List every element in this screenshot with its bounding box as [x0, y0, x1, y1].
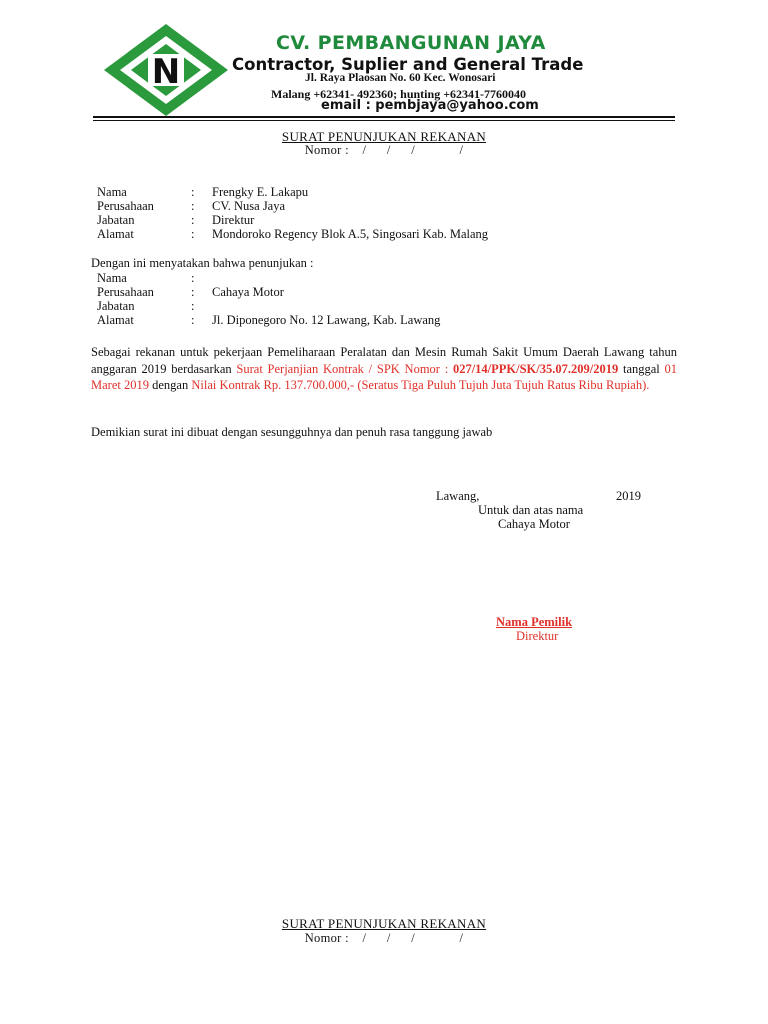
field-label: Perusahaan: [97, 285, 154, 299]
field-label: Jabatan: [97, 213, 135, 227]
field-value: Frengky E. Lakapu: [212, 185, 309, 199]
company-tagline: Contractor, Suplier and General Trade: [232, 55, 584, 74]
field-colon: :: [191, 285, 195, 299]
letter-number: Nomor : / / / /: [304, 143, 464, 157]
field-label: Nama: [97, 271, 127, 285]
field-value: Direktur: [212, 213, 255, 227]
svg-text:N: N: [151, 52, 181, 92]
contract-number: 027/14/PPK/SK/35.07.209/2019: [452, 361, 619, 376]
field-colon: :: [191, 227, 195, 241]
closing-statement: Demikian surat ini dibuat dengan sesungguhnya dan penuh rasa tanggung jawab: [91, 425, 493, 439]
field-colon: :: [191, 271, 195, 285]
field-value: Mondoroko Regency Blok A.5, Singosari Kab. Malang: [212, 227, 489, 241]
letter-title-repeat: SURAT PENUNJUKAN REKANAN: [281, 916, 487, 931]
field-colon: :: [191, 213, 195, 227]
signature-company: Cahaya Motor: [498, 517, 570, 531]
company-name: CV. PEMBANGUNAN JAYA: [276, 32, 546, 54]
signature-on-behalf: Untuk dan atas nama: [478, 503, 584, 517]
signature-year: 2019: [616, 489, 641, 503]
company-email: email : pembjaya@yahoo.com: [321, 98, 539, 113]
field-colon: :: [191, 299, 195, 313]
signature-role: Direktur: [516, 629, 559, 643]
signature-place: Lawang,: [436, 489, 480, 503]
contract-reference: Surat Perjanjian Kontrak / SPK Nomor :: [236, 361, 449, 376]
letterhead-divider-thin: [93, 120, 675, 121]
contract-date: 01 Maret 2019: [91, 361, 678, 392]
paragraph-text: tanggal: [618, 361, 665, 376]
intro-statement: Dengan ini menyatakan bahwa penunjukan :: [91, 256, 314, 270]
field-label: Perusahaan: [97, 199, 154, 213]
company-logo: [102, 22, 230, 118]
field-label: Alamat: [97, 227, 134, 241]
letterhead-divider: [93, 116, 675, 118]
paragraph-text: dengan: [148, 378, 192, 392]
company-address: Jl. Raya Plaosan No. 60 Kec. Wonosari: [305, 72, 496, 84]
contract-value: Nilai Kontrak Rp. 137.700.000,-: [191, 378, 355, 392]
field-value: Jl. Diponegoro No. 12 Lawang, Kab. Lawang: [212, 313, 441, 327]
field-label: Alamat: [97, 313, 134, 327]
field-colon: :: [191, 185, 195, 199]
contract-value-words: (Seratus Tiga Puluh Tujuh Juta Tujuh Ratus Ribu Rupiah): [357, 378, 647, 392]
letter-title: SURAT PENUNJUKAN REKANAN: [281, 129, 487, 144]
paragraph-end: .: [646, 378, 650, 392]
field-value: Cahaya Motor: [212, 285, 284, 299]
field-colon: :: [191, 199, 195, 213]
signature-owner-name: Nama Pemilik: [496, 615, 573, 629]
field-colon: :: [191, 313, 195, 327]
field-label: Nama: [97, 185, 127, 199]
company-phone: Malang +62341- 492360; hunting +62341-7760040: [271, 87, 527, 101]
letter-number-repeat: Nomor : / / / /: [304, 931, 464, 945]
paragraph-text: Sebagai rekanan untuk pekerjaan Pemeliharaan Peralatan dan Mesin Rumah Sakit Umum Daerah Lawang tahun anggaran 2019 berdasarkan: [91, 345, 677, 376]
field-label: Jabatan: [97, 299, 135, 313]
appointment-paragraph: [91, 344, 677, 394]
field-value: CV. Nusa Jaya: [212, 199, 286, 213]
